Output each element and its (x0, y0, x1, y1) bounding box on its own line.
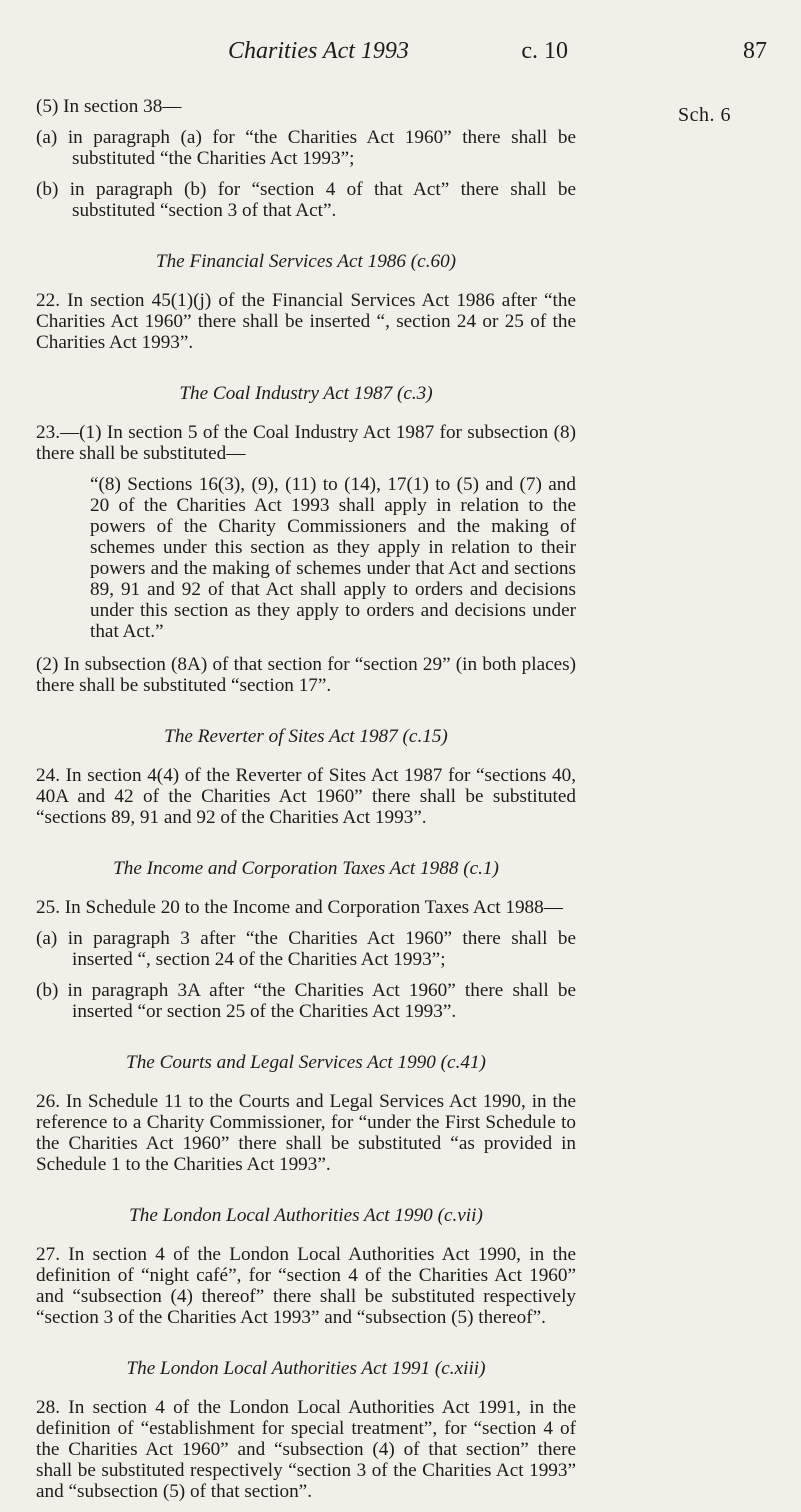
paragraph: 26. In Schedule 11 to the Courts and Legal Services Act 1990, in the reference to a Charity Commissioner, for “under the First Schedule to the Charities Act 1960” there shall be substituted “as provided in Schedule 1 to the Charities Act 1993”. (36, 1091, 576, 1175)
paragraph: 27. In section 4 of the London Local Authorities Act 1990, in the definition of “night café”, for “section 4 of the Charities Act 1960” and “subsection (4) thereof” there shall be substituted respectively “section 3 of the Charities Act 1993” and “subsection (5) thereof”. (36, 1244, 576, 1328)
paragraph: 22. In section 45(1)(j) of the Financial Services Act 1986 after “the Charities Act 1960” there shall be inserted “, section 24 or 25 of the Charities Act 1993”. (36, 290, 576, 353)
act-heading: The London Local Authorities Act 1990 (c.vii) (129, 1205, 483, 1226)
page-number: 87 (743, 38, 767, 64)
act-heading: The Coal Industry Act 1987 (c.3) (179, 383, 433, 404)
running-header (228, 38, 568, 65)
act-heading: The Courts and Legal Services Act 1990 (c.41) (126, 1052, 486, 1073)
paragraph: (2) In subsection (8A) of that section for “section 29” (in both places) there shall be substituted “section 17”. (36, 654, 576, 696)
paragraph: 24. In section 4(4) of the Reverter of Sites Act 1987 for “sections 40, 40A and 42 of the Charities Act 1960” there shall be substituted “sections 89, 91 and 92 of the Charities Act 1993”. (36, 765, 576, 828)
chapter-number: c. 10 (521, 38, 568, 64)
list-item: (b) in paragraph (b) for “section 4 of that Act” there shall be substituted “section 3 of that Act”. (36, 179, 576, 221)
list-item: (b) in paragraph 3A after “the Charities Act 1960” there shall be inserted “or section 25 of the Charities Act 1993”. (36, 980, 576, 1022)
act-heading: The Income and Corporation Taxes Act 1988 (c.1) (113, 858, 499, 879)
paragraph: 25. In Schedule 20 to the Income and Corporation Taxes Act 1988— (36, 897, 563, 918)
list-item: (a) in paragraph (a) for “the Charities Act 1960” there shall be substituted “the Charities Act 1993”; (36, 127, 576, 169)
act-heading: The Reverter of Sites Act 1987 (c.15) (164, 726, 448, 747)
paragraph: (5) In section 38— (36, 96, 182, 117)
act-heading: The Financial Services Act 1986 (c.60) (155, 251, 457, 272)
schedule-margin-note: Sch. 6 (678, 104, 731, 126)
list-item: (a) in paragraph 3 after “the Charities Act 1960” there shall be inserted “, section 24 of the Charities Act 1993”; (36, 928, 576, 970)
running-title: Charities Act 1993 (228, 38, 409, 64)
paragraph: 23.—(1) In section 5 of the Coal Industry Act 1987 for subsection (8) there shall be substituted— (36, 422, 576, 464)
act-heading: The London Local Authorities Act 1991 (c.xiii) (126, 1358, 486, 1379)
quoted-subsection: “(8) Sections 16(3), (9), (11) to (14), 17(1) to (5) and (7) and 20 of the Charities Act 1993 shall apply in relation to the powers of the Charity Commissioners and the making of schemes under this section as they apply in relation to their powers and the making of schemes under that Act and sections 89, 91 and 92 of that Act shall apply to orders and decisions under this section as they apply to orders and decisions under that Act.” (90, 474, 576, 642)
body-text (36, 96, 576, 1512)
paragraph: 28. In section 4 of the London Local Authorities Act 1991, in the definition of “establishment for special treatment”, for “section 4 of the Charities Act 1960” and “subsection (4) of that section” there shall be substituted respectively “section 3 of the Charities Act 1993” and “subsection (5) of that section”. (36, 1397, 576, 1502)
